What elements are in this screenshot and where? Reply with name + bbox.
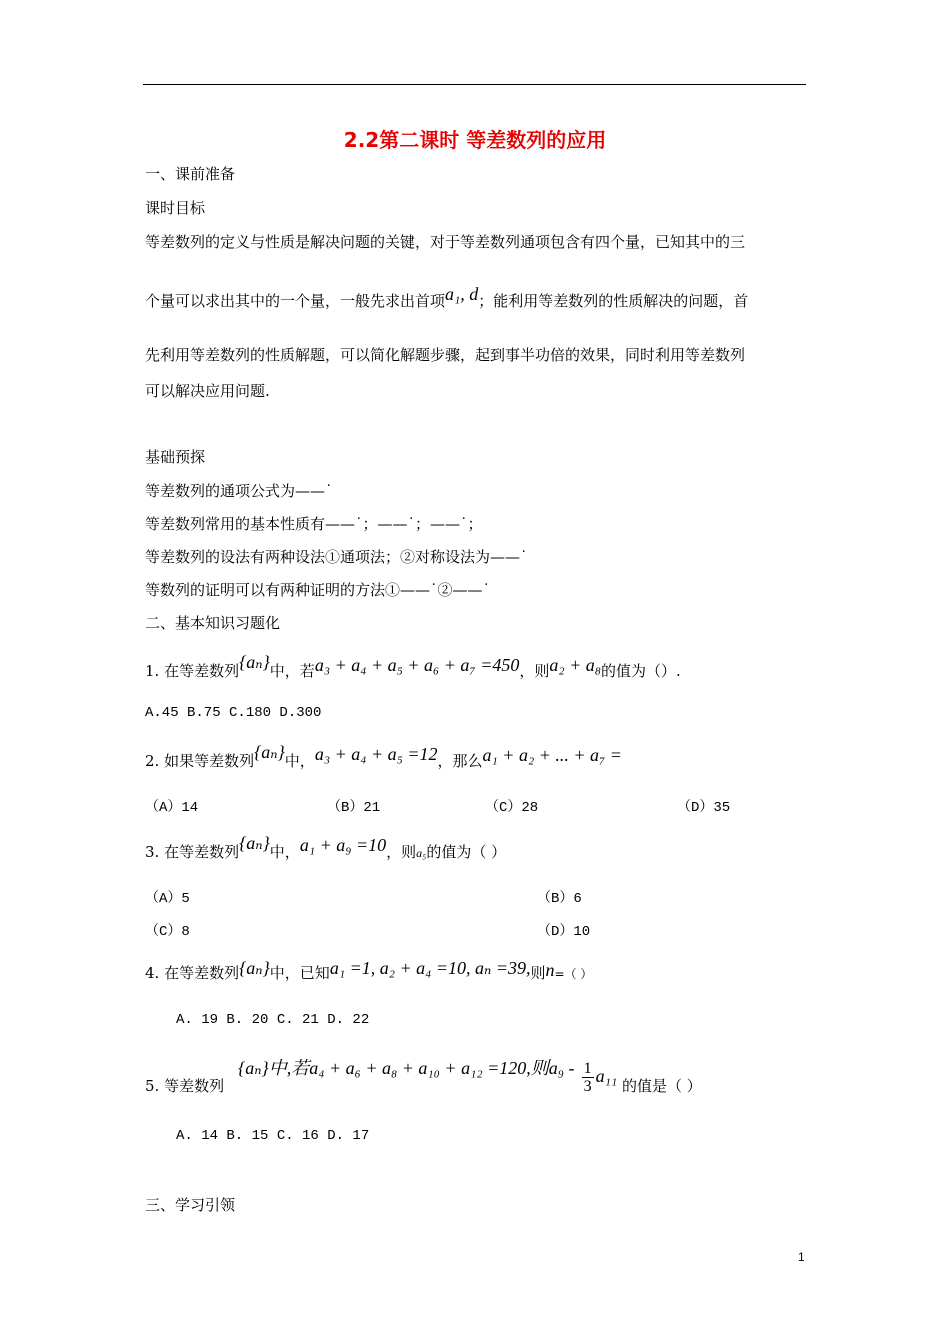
goal-line-2: [145, 284, 749, 311]
question-3-stem: [145, 833, 507, 862]
goal-line-4: 可以解决应用问题.: [145, 382, 270, 400]
question-5-suffix: 的值是（ ）: [622, 1077, 702, 1095]
goal-heading: 课时目标: [145, 199, 206, 217]
goal-line-2-text-a: 个量可以求出其中的一个量，一般先求出首项: [145, 292, 446, 310]
preview-item-4: 等数列的证明可以有两种证明的方法①——˙②——˙: [145, 581, 491, 599]
q3-sequence-notation: {aₙ}: [239, 833, 270, 853]
section-2-heading: 二、基本知识习题化: [145, 614, 281, 632]
question-5-options: A. 14 B. 15 C. 16 D. 17: [176, 1128, 370, 1144]
q2-text-c: ，那么: [437, 752, 483, 770]
question-3-option-b: （B）6: [537, 891, 582, 907]
q2-text-a: 2. 如果等差数列: [145, 752, 255, 770]
q4-text-a: 4. 在等差数列: [145, 964, 240, 982]
preview-item-3: 等差数列的设法有两种设法①通项法；②对称设法为——˙: [145, 548, 528, 566]
section-3-heading: 三、学习引领: [145, 1196, 236, 1214]
q2-sequence-notation: {aₙ}: [254, 742, 285, 762]
q4-condition-formula: a₁ =1, a₂ + a₄ =10, aₙ =39,: [329, 958, 531, 978]
question-3-option-d: （D）10: [537, 924, 591, 940]
q2-condition-formula: a₃ + a₄ + a₅ =12: [314, 744, 438, 764]
question-5-label: 5. 等差数列: [145, 1077, 225, 1095]
goal-line-3: 先利用等差数列的性质解题，可以简化解题步骤，起到事半功倍的效果，同时利用等差数列: [145, 346, 746, 364]
question-2-option-d: （D）35: [677, 800, 731, 816]
goal-line-1: 等差数列的定义与性质是解决问题的关键，对于等差数列通项包含有四个量，已知其中的三: [145, 233, 746, 251]
q5-fraction-numerator: 1: [583, 1060, 592, 1077]
goal-line-2-math: a₁, d: [445, 284, 479, 304]
page-number: 1: [798, 1250, 805, 1264]
q3-text-a: 3. 在等差数列: [145, 843, 240, 861]
q1-target-formula: a₂ + a₈: [549, 655, 602, 675]
question-4-options: A. 19 B. 20 C. 21 D. 22: [176, 1012, 370, 1028]
header-rule: [143, 84, 806, 85]
preview-item-1: 等差数列的通项公式为——˙: [145, 482, 333, 500]
question-2-stem: [145, 742, 622, 771]
document-title: 2.2第二课时 等差数列的应用: [343, 128, 607, 152]
goal-line-2-text-b: ；能利用等差数列的性质解决的问题，首: [478, 292, 749, 310]
q5-fraction-denominator: 3: [583, 1078, 592, 1095]
q4-target-variable: n: [545, 960, 555, 980]
q3-text-b: 中，: [269, 843, 300, 861]
q1-text-a: 1. 在等差数列: [145, 662, 240, 680]
q3-target-formula: a₅: [416, 846, 427, 860]
question-3-option-a: （A）5: [145, 891, 190, 907]
q4-text-b: 中，已知: [269, 964, 330, 982]
q1-condition-formula: a₃ + a₄ + a₅ + a₆ + a₇ =450: [314, 655, 520, 675]
question-2-option-a: （A）14: [145, 800, 199, 816]
q5-fraction: [582, 1061, 594, 1096]
q3-text-d: 的值为（ ）: [426, 843, 507, 861]
q2-target-formula: a₁ + a₂ + ... + a₇ =: [482, 745, 622, 765]
question-2-option-c: （C）28: [485, 800, 539, 816]
q1-sequence-notation: {aₙ}: [239, 652, 270, 672]
q1-text-b: 中，若: [269, 662, 315, 680]
q1-text-d: 的值为（）.: [601, 662, 681, 680]
q2-text-b: 中，: [284, 752, 315, 770]
preview-item-2: 等差数列常用的基本性质有——˙；——˙；——˙；: [145, 515, 483, 533]
question-1-stem: [145, 652, 681, 681]
section-1-heading: 一、课前准备: [145, 165, 236, 183]
q5-term: a₁₁: [595, 1066, 618, 1086]
q3-text-c: ，则: [386, 843, 417, 861]
q4-sequence-notation: {aₙ}: [239, 958, 270, 978]
preview-heading: 基础预探: [145, 448, 206, 466]
question-1-options: A.45 B.75 C.180 D.300: [145, 705, 322, 721]
q4-text-c: 则: [530, 964, 546, 982]
q1-text-c: ，则: [519, 662, 550, 680]
q4-text-d: =（ ）: [554, 967, 593, 981]
q5-main-formula: {aₙ}中,若a₄ + a₆ + a₈ + a₁₀ + a₁₂ =120,则a₉ -: [238, 1058, 575, 1078]
question-2-option-b: （B）21: [327, 800, 381, 816]
question-3-option-c: （C）8: [145, 924, 190, 940]
q3-condition-formula: a₁ + a₉ =10: [299, 835, 387, 855]
question-5-formula: [238, 1052, 618, 1095]
question-4-stem: [145, 958, 593, 983]
